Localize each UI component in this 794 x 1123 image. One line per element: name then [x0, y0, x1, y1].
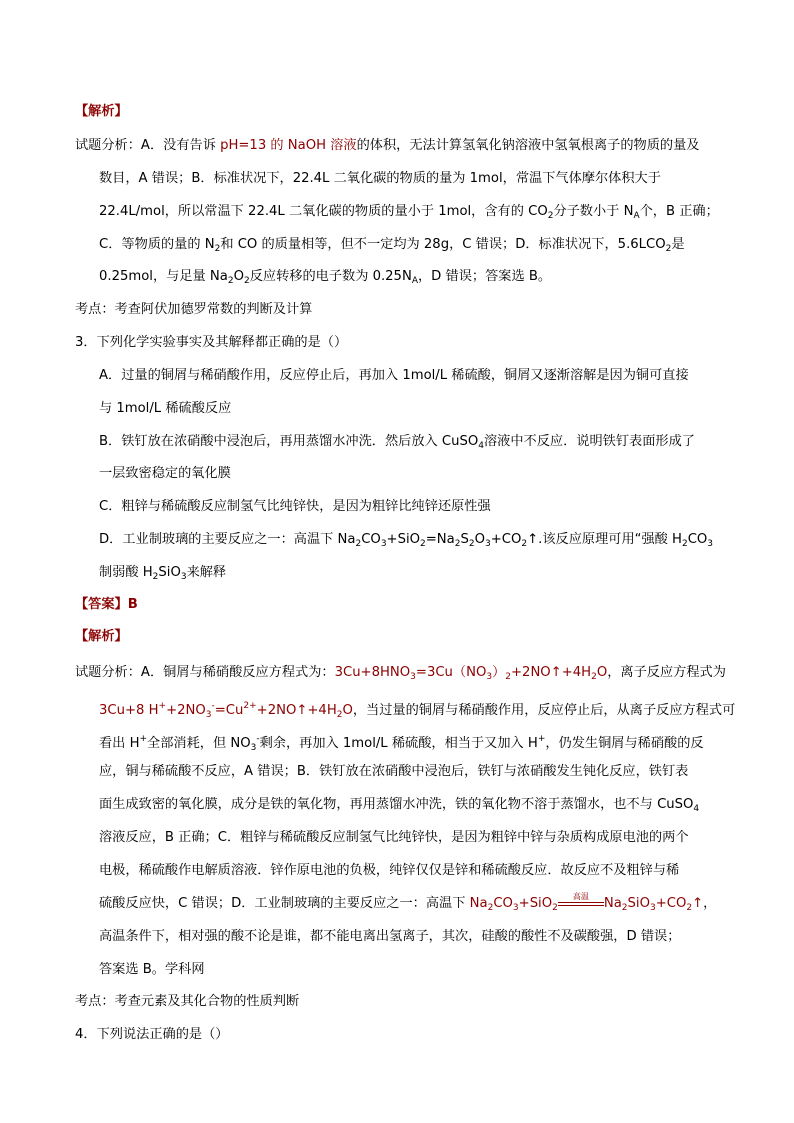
analysis-line: 数目，A 错误；B．标准状况下，22.4L 二氧化碳的物质的量为 1mol，常温下气体摩尔体积大于: [99, 171, 661, 186]
analysis-line: C．等物质的量的 $N_2$和 CO 的质量相等，但不一定均为 28g，C 错误；D．标准状况下，$5.6LCO_2$是: [99, 237, 685, 254]
option-b: B．铁钉放在浓硝酸中浸泡后，再用蒸馏水冲洗．然后放入 CuSO$_4$溶液中不反应．说明铁钉表面形成了: [99, 434, 695, 451]
kaodian-line: 考点：考查阿伏加德罗常数的判断及计算: [75, 302, 313, 317]
question-3-stem: 3．下列化学实验事实及其解释都正确的是（）: [75, 335, 348, 350]
analysis-line: 试题分析：A．没有告诉 pH=13 的 NaOH 溶液的体积，无法计算氢氧化钠溶液中氢氧根离子的物质的量及: [75, 138, 700, 153]
answer-line: 【答案】B: [75, 597, 138, 612]
analysis-heading: 【解析】: [75, 104, 128, 119]
reaction-condition-equals: 高温: [558, 896, 604, 910]
option-c: C．粗锌与稀硫酸反应制氢气比纯锌快，是因为粗锌比纯锌还原性强: [99, 499, 491, 514]
question-4-stem: 4．下列说法正确的是（）: [75, 1027, 229, 1042]
option-a: A．过量的铜屑与稀硝酸作用，反应停止后，再加入 1mol/L 稀硫酸，铜屑又逐渐溶解是因为铜可直接: [99, 368, 689, 383]
analysis-line: 应，铜与稀硫酸不反应，A 错误；B．铁钉放在浓硝酸中浸泡后，铁钉与浓硝酸发生钝化反应，铁钉表: [99, 764, 689, 779]
analysis-heading: 【解析】: [75, 629, 128, 644]
option-d: D．工业制玻璃的主要反应之一：高温下 $Na_2CO_3+SiO_2=Na_2S_2O_3+CO_2↑$.该反应原理可用“强酸 $H_2CO_3$: [99, 532, 714, 549]
analysis-line: 0.25mol，与足量 $Na_2O_2$反应转移的电子数为 $0.25N_A$，D 错误；答案选 B。: [99, 269, 552, 286]
analysis-line: 高温条件下，相对强的酸不论是谁，都不能电离出氢离子，其次，硅酸的酸性不及碳酸强，D 错误；: [99, 929, 681, 944]
option-b-cont: 一层致密稳定的氧化膜: [99, 466, 231, 481]
analysis-line: 面生成致密的氧化膜，成分是铁的氧化物，再用蒸馏水冲洗，铁的氧化物不溶于蒸馏水，也不与 CuSO$_4$: [99, 797, 700, 814]
analysis-line: 看出 H+全部消耗，但 $NO_3^-$剩余，再加入 1mol/L 稀硫酸，相当于又加入 H+，仍发生铜屑与稀硝酸的反: [99, 734, 704, 753]
analysis-line: 溶液反应，B 正确；C．粗锌与稀硫酸反应制氢气比纯锌快，是因为粗锌中锌与杂质构成原电池的两个: [99, 830, 689, 845]
analysis-line: 答案选 B。学科网: [99, 962, 205, 977]
option-d-cont: 制弱酸 $H_2SiO_3$来解释: [99, 565, 227, 582]
analysis-line: 电极，稀硫酸作电解质溶液．锌作原电池的负极，纯锌仅仅是锌和稀硫酸反应．故反应不及粗锌与稀: [99, 863, 680, 878]
analysis-line: 3Cu+8 $H^++2NO_3^-=Cu^{2+}+2NO↑+4H_2O$，当过量的铜屑与稀硝酸作用，反应停止后，从离子反应方程式可: [99, 701, 736, 720]
option-a-cont: 与 1mol/L 稀硫酸反应: [99, 401, 232, 416]
kaodian-line: 考点：考查元素及其化合物的性质判断: [75, 994, 300, 1009]
analysis-line: 22.4L/mol，所以常温下 22.4L 二氧化碳的物质的量小于 1mol，含有的 $CO_2$分子数小于 $N_A$个，B 正确；: [99, 204, 719, 221]
analysis-line: 硫酸反应快，C 错误；D．工业制玻璃的主要反应之一：高温下 $Na_2CO_3+SiO_2$ 高温 $Na_2SiO_3+CO_2↑$，: [99, 892, 717, 913]
analysis-line: 试题分析：A．铜屑与稀硝酸反应方程式为：$3Cu+8HNO_3=3Cu(NO_3)_2+2NO↑+4H_2O$，离子反应方程式为: [75, 665, 726, 682]
